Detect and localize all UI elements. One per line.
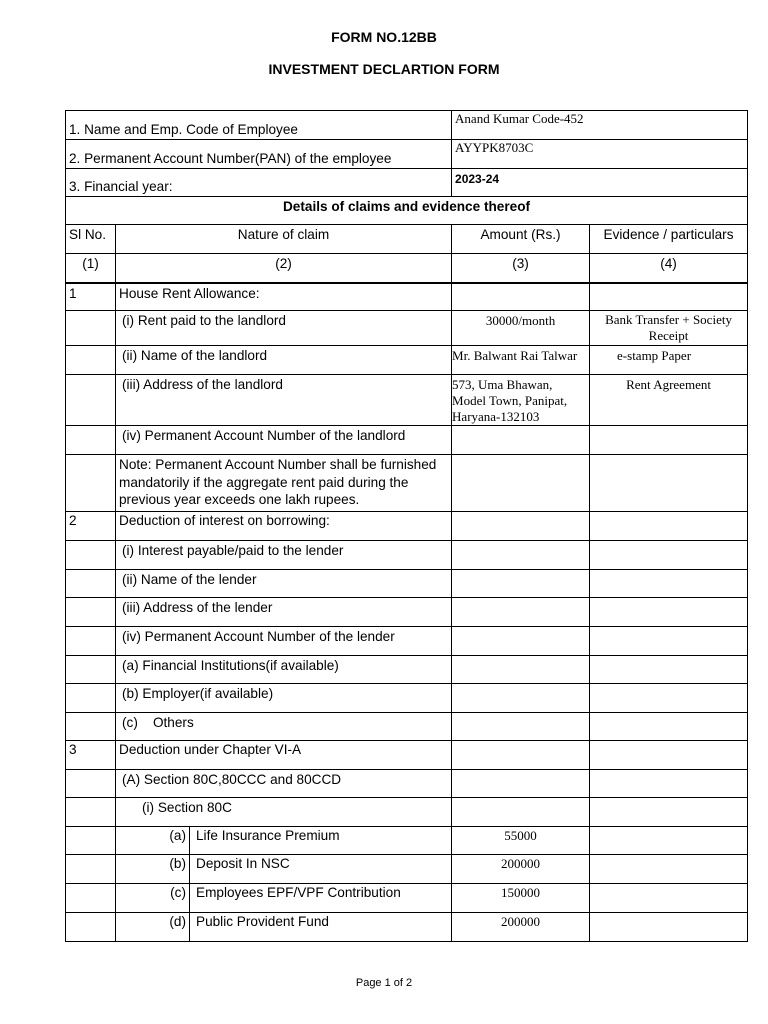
- col-evidence: Evidence / particulars: [590, 225, 748, 254]
- chapter-title: Deduction under Chapter VI-A: [116, 741, 452, 770]
- col-nature-of-claim: Nature of claim: [116, 225, 452, 254]
- lender-pan-label: (iv) Permanent Account Number of the lender: [116, 627, 452, 656]
- hra-title-evidence: [590, 283, 748, 311]
- hra-title-amount: [452, 283, 590, 311]
- lender-address-label: (iii) Address of the lender: [116, 598, 452, 627]
- landlord-name-value: Mr. Balwant Rai Talwar: [452, 346, 590, 375]
- hra-note: Note: Permanent Account Number shall be furnished mandatorily if the aggregate rent paid during the previous year exceeds one lakh rupees.: [116, 455, 452, 512]
- lender-name-label: (ii) Name of the lender: [116, 570, 452, 598]
- item-label: Public Provident Fund: [190, 913, 452, 942]
- financial-year-value: 2023-24: [452, 169, 748, 197]
- landlord-name-evidence: e-stamp Paper: [590, 346, 748, 375]
- item-amount: 200000: [452, 913, 590, 942]
- item-label: Deposit In NSC: [190, 855, 452, 884]
- interest-number: 2: [66, 512, 116, 541]
- employee-name-value: Anand Kumar Code-452: [452, 111, 748, 140]
- item-letter: (d): [116, 913, 190, 942]
- employee-name-label: 1. Name and Emp. Code of Employee: [66, 111, 452, 140]
- form-title: INVESTMENT DECLARTION FORM: [268, 61, 500, 77]
- item-amount: 55000: [452, 827, 590, 855]
- interest-payable-label: (i) Interest payable/paid to the lender: [116, 541, 452, 570]
- page-number: Page 1 of 2: [355, 977, 413, 989]
- chapter-number: 3: [66, 741, 116, 770]
- item-letter: (a): [116, 827, 190, 855]
- rent-paid-label: (i) Rent paid to the landlord: [116, 311, 452, 346]
- item-amount: 200000: [452, 855, 590, 884]
- col-num-2: (2): [116, 254, 452, 283]
- landlord-address-value: 573, Uma Bhawan, Model Town, Panipat, Haryana-132103: [452, 375, 590, 426]
- landlord-address-label: (iii) Address of the landlord: [116, 375, 452, 426]
- item-amount: 150000: [452, 884, 590, 913]
- employer-label: (b) Employer(if available): [116, 684, 452, 713]
- landlord-name-label: (ii) Name of the landlord: [116, 346, 452, 375]
- form-number: FORM NO.12BB: [331, 29, 437, 45]
- col-num-1: (1): [66, 254, 116, 283]
- financial-year-label: 3. Financial year:: [66, 169, 452, 197]
- item-label: Life Insurance Premium: [190, 827, 452, 855]
- item-letter: (c): [116, 884, 190, 913]
- hra-title: House Rent Allowance:: [116, 283, 452, 311]
- section-80c-group-label: (A) Section 80C,80CCC and 80CCD: [116, 770, 452, 798]
- col-num-4: (4): [590, 254, 748, 283]
- section-80c-label: (i) Section 80C: [116, 798, 452, 827]
- col-sl-no: Sl No.: [66, 225, 116, 254]
- landlord-pan-amount: [452, 426, 590, 455]
- interest-title: Deduction of interest on borrowing:: [116, 512, 452, 541]
- declaration-table: [65, 110, 748, 942]
- col-num-3: (3): [452, 254, 590, 283]
- rent-paid-evidence: Bank Transfer + Society Receipt: [590, 311, 748, 346]
- others-label: (c) Others: [116, 713, 452, 741]
- item-letter: (b): [116, 855, 190, 884]
- hra-number: 1: [66, 283, 116, 311]
- item-label: Employees EPF/VPF Contribution: [190, 884, 452, 913]
- section-title: Details of claims and evidence thereof: [66, 197, 748, 225]
- landlord-pan-label: (iv) Permanent Account Number of the landlord: [116, 426, 452, 455]
- col-amount: Amount (Rs.): [452, 225, 590, 254]
- landlord-pan-evidence: [590, 426, 748, 455]
- pan-label: 2. Permanent Account Number(PAN) of the employee: [66, 140, 452, 169]
- rent-paid-amount: 30000/month: [452, 311, 590, 346]
- pan-value: AYYPK8703C: [452, 140, 748, 169]
- landlord-address-evidence: Rent Agreement: [590, 375, 748, 426]
- financial-institutions-label: (a) Financial Institutions(if available): [116, 656, 452, 684]
